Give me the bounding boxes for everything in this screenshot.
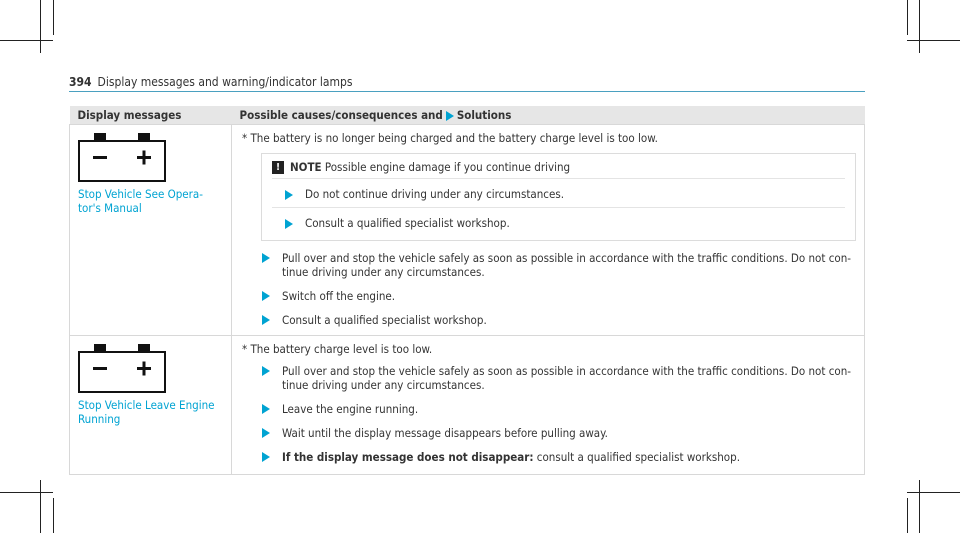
- page-header: [69, 75, 865, 89]
- solution-step: Pull over and stop the vehicle safely as soon as possible in accordance with the traffic conditions. Do not con- tinue driving under any circumstances.: [262, 364, 856, 392]
- header-rule: [69, 91, 865, 92]
- message-text: Stop Vehicle Leave Engine Running: [78, 398, 215, 426]
- note-step: Consult a qualified specialist workshop.: [272, 207, 845, 236]
- crop-mark: [919, 480, 920, 533]
- solution-arrow-icon: [262, 428, 270, 438]
- solution-step: Pull over and stop the vehicle safely as soon as possible in accordance with the traffic conditions. Do not con- tinue driving under any circumstances.: [262, 251, 856, 279]
- message-text: Stop Vehicle See Opera- tor's Manual: [78, 187, 204, 215]
- solution-arrow-icon: [262, 366, 270, 376]
- crop-mark: [53, 0, 54, 35]
- solution-step: Switch off the engine.: [262, 289, 856, 303]
- message-cell: [70, 125, 232, 336]
- solution-step: If the display message does not disappear: consult a qualified specialist workshop.: [262, 450, 856, 464]
- message-cell: [70, 336, 232, 475]
- note-label: NOTE: [290, 160, 322, 174]
- solutions-cell: [232, 336, 865, 475]
- crop-mark: [40, 480, 41, 533]
- crop-mark: [907, 0, 908, 35]
- page-number: 394: [69, 75, 92, 89]
- crop-mark: [907, 40, 960, 41]
- table-row: [70, 125, 865, 336]
- solution-arrow-icon: [262, 404, 270, 414]
- solution-step: Consult a qualified specialist workshop.: [262, 313, 856, 327]
- page-title: Display messages and warning/indicator lamps: [97, 75, 353, 89]
- crop-mark: [40, 0, 41, 53]
- display-messages-table: [69, 106, 865, 475]
- solution-arrow-icon: [262, 291, 270, 301]
- warning-icon: !: [272, 161, 284, 174]
- crop-mark: [53, 498, 54, 533]
- crop-mark: [919, 0, 920, 53]
- note-box: [261, 153, 856, 241]
- crop-mark: [907, 498, 908, 533]
- cause-text: * The battery is no longer being charged and the battery charge level is too low.: [242, 131, 658, 145]
- crop-mark: [0, 40, 53, 41]
- table-row: [70, 336, 865, 475]
- battery-warning-icon: [78, 131, 168, 183]
- solution-arrow-icon: [262, 315, 270, 325]
- col-header-messages: Display messages: [70, 106, 232, 125]
- solution-step: Wait until the display message disappears before pulling away.: [262, 426, 856, 440]
- col-header-solutions: Possible causes/consequences and Solutions: [232, 106, 865, 125]
- solution-step: Leave the engine running.: [262, 402, 856, 416]
- crop-mark: [907, 492, 960, 493]
- solutions-cell: [232, 125, 865, 336]
- note-step: Do not continue driving under any circumstances.: [272, 178, 845, 207]
- table-header-row: [70, 106, 865, 125]
- solution-arrow-icon: [285, 190, 293, 200]
- solution-arrow-icon: [262, 452, 270, 462]
- note-text: Possible engine damage if you continue driving: [324, 160, 571, 174]
- solution-arrow-icon: [285, 219, 293, 229]
- solution-arrow-icon: [446, 111, 454, 121]
- cause-text: * The battery charge level is too low.: [242, 342, 433, 356]
- battery-warning-icon: [78, 342, 168, 394]
- solution-arrow-icon: [262, 253, 270, 263]
- crop-mark: [0, 492, 53, 493]
